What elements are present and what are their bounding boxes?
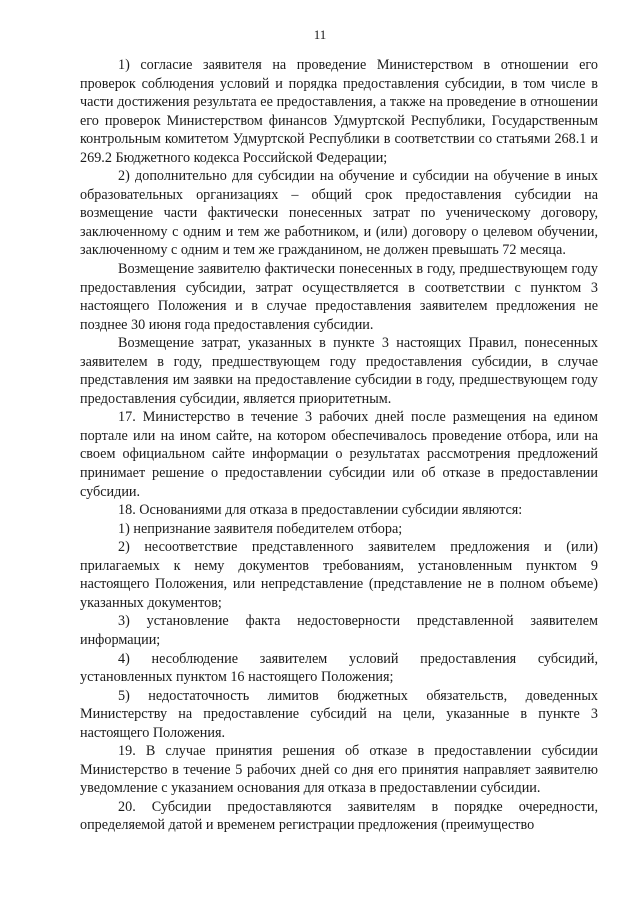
list-item-refusal-2: 2) несоответствие представленного заявителем предложения и (или) прилагаемых к нему документов требованиям, установленным пунктом 9 настоящего Положения, или непредставление (представление не в полном объеме) указанных документов;	[80, 539, 598, 611]
paragraph-consent-checks: 1) согласие заявителя на проведение Министерством в отношении его проверок соблюдения условий и порядка предоставления субсидии, в том числе в части достижения результата ее предоставления, а также на проведение в отношении его проверок Министерством финансов Удмуртской Республики, Государственным контрольным комитетом Удмуртской Республики в соответствии со статьями 268.1 и 269.2 Бюджетного кодекса Российской Федерации;	[80, 57, 598, 166]
list-item-refusal-1: 1) непризнание заявителя победителем отбора;	[118, 520, 403, 537]
paragraph-clause-17: 17. Министерство в течение 3 рабочих дней после размещения на едином портале или на ином сайте, на котором обеспечивалось проведение отбора, или на своем официальном сайте информации о результатах рассмотрения предложений принимает решение о предоставлении субсидии или об отказе в предоставлении субсидии.	[80, 409, 598, 500]
list-item-refusal-4: 4) несоблюдение заявителем условий предоставления субсидий, установленных пунктом 16 настоящего Положения;	[80, 650, 598, 686]
page-number: 11	[313, 27, 327, 42]
paragraph-clause-20: 20. Субсидии предоставляются заявителям в порядке очередности, определяемой датой и временем регистрации предложения (преимущество	[80, 798, 598, 834]
paragraph-clause-19: 19. В случае принятия решения об отказе в предоставлении субсидии Министерство в течение 5 рабочих дней со дня его принятия направляет заявителю уведомление с указанием основания для отказа в предоставлении субсидии.	[80, 743, 598, 797]
paragraph-prior-year-reimbursement: Возмещение заявителю фактически понесенных в году, предшествующем году предоставления субсидии, затрат осуществляется в соответствии с пунктом 3 настоящего Положения и в случае предоставления заявителем предложения не позднее 30 июня года предоставления субсидии.	[80, 261, 598, 333]
list-item-refusal-3: 3) установление факта недостоверности представленной заявителем информации;	[80, 613, 598, 648]
list-item-refusal-5: 5) недостаточность лимитов бюджетных обязательств, доведенных Министерству на предоставление субсидий на цели, указанные в пункте 3 настоящего Положения.	[80, 687, 598, 741]
paragraph-clause-18-heading: 18. Основаниями для отказа в предоставлении субсидии являются:	[118, 502, 523, 519]
document-body	[80, 56, 598, 835]
paragraph-priority-reimbursement: Возмещение затрат, указанных в пункте 3 настоящих Правил, понесенных заявителем в году, предшествующем году предоставления субсидии, в случае представления им заявки на предоставление субсидии в году, предшествующем году предоставления субсидии, является приоритетным.	[80, 335, 598, 407]
paragraph-training-term-limit: 2) дополнительно для субсидии на обучение и субсидии на обучение в иных образовательных организациях – общий срок предоставления субсидии на возмещение части фактически понесенных затрат по ученическому договору, заключенному с одним и тем же работником, и (или) договору о целевом обучении, заключенному с одним и тем же гражданином, не должен превышать 72 месяца.	[80, 168, 598, 259]
